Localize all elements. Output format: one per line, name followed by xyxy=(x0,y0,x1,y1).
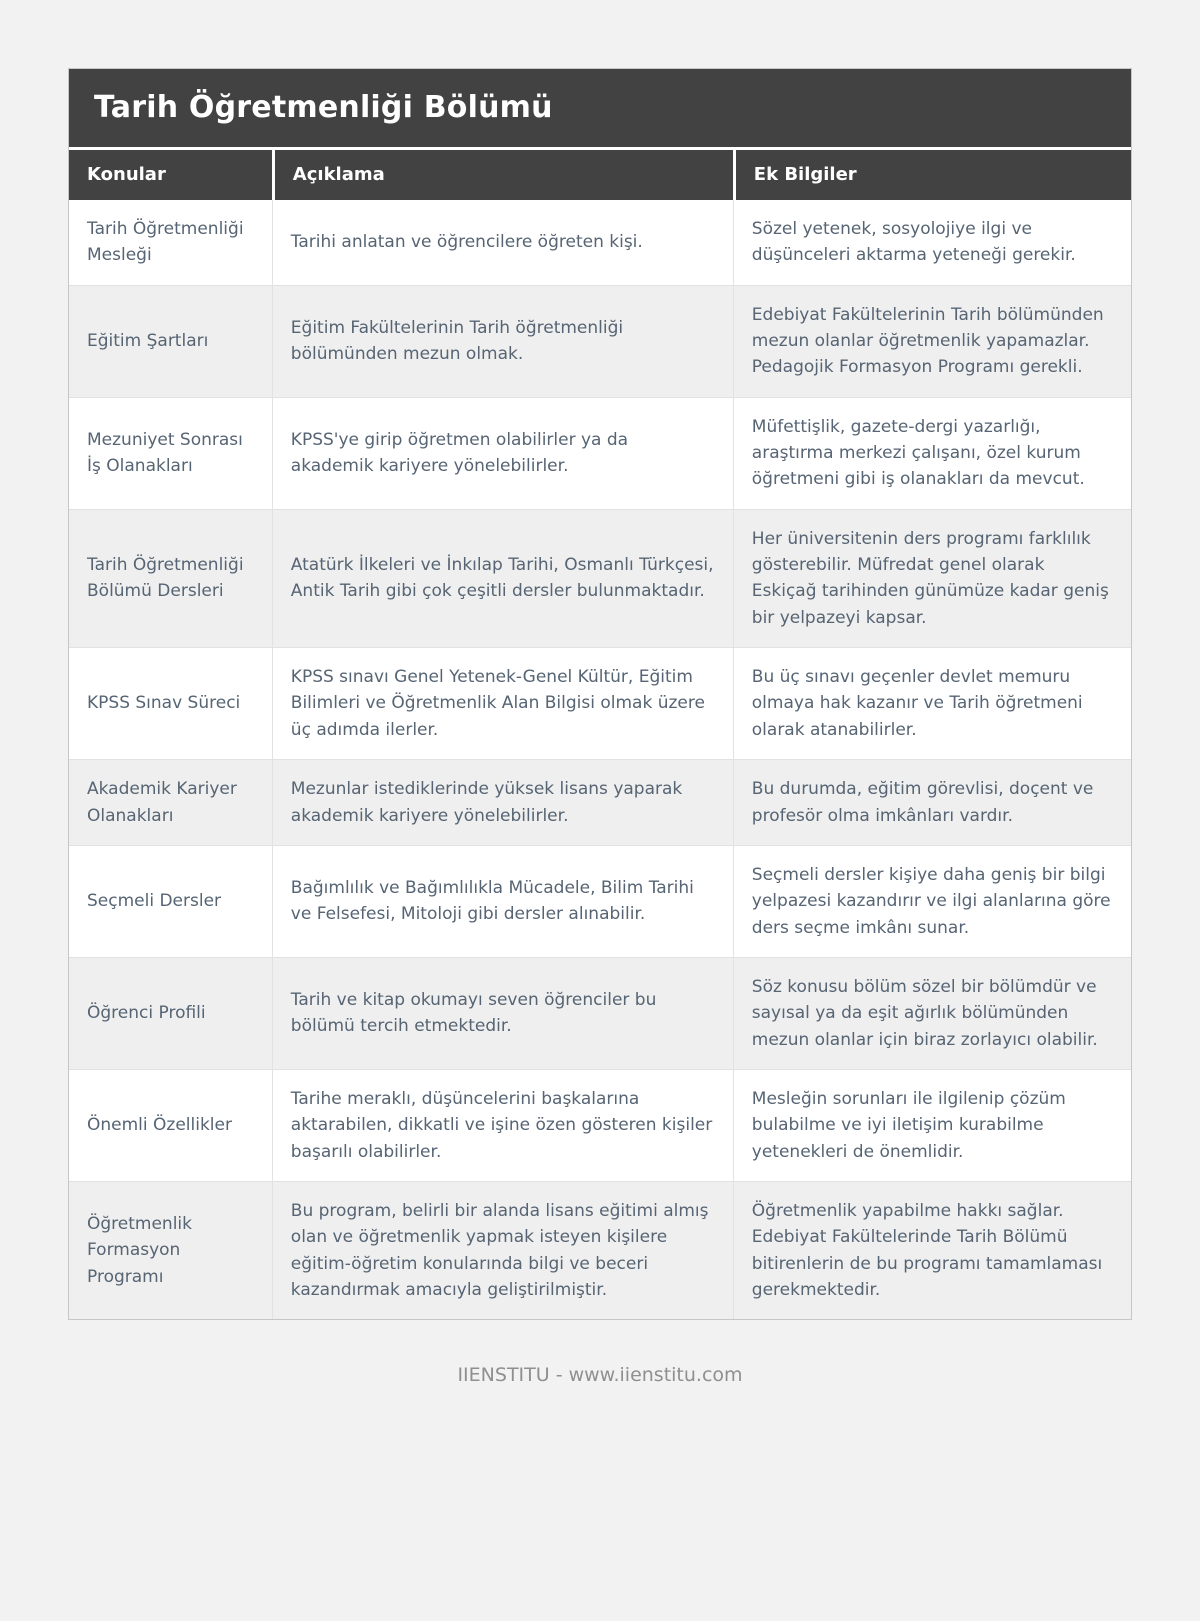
extra-cell: Mesleğin sorunları ile ilgilenip çözüm bulabilme ve iyi iletişim kurabilme yetenekleri de önemlidir. xyxy=(733,1070,1131,1182)
column-header-aciklama: Açıklama xyxy=(272,147,733,200)
table-row xyxy=(69,648,1131,760)
table-row xyxy=(69,1182,1131,1319)
topic-cell: Öğretmenlik Formasyon Programı xyxy=(69,1182,272,1319)
table-row xyxy=(69,200,1131,286)
table-row xyxy=(69,760,1131,846)
table-row xyxy=(69,398,1131,510)
extra-cell: Öğretmenlik yapabilme hakkı sağlar. Edebiyat Fakültelerinde Tarih Bölümü bitirenlerin de bu programı tamamlaması gerekmektedir. xyxy=(733,1182,1131,1319)
column-header-ekbilgiler: Ek Bilgiler xyxy=(733,147,1131,200)
topic-cell: Önemli Özellikler xyxy=(69,1070,272,1182)
page-title: Tarih Öğretmenliği Bölümü xyxy=(69,69,1131,147)
extra-cell: Bu durumda, eğitim görevlisi, doçent ve profesör olma imkânları vardır. xyxy=(733,760,1131,846)
column-header-row xyxy=(69,147,1131,200)
extra-cell: Her üniversitenin ders programı farklılık gösterebilir. Müfredat genel olarak Eskiçağ tarihinden günümüze kadar geniş bir yelpazeyi kapsar. xyxy=(733,510,1131,648)
description-cell: Atatürk İlkeleri ve İnkılap Tarihi, Osmanlı Türkçesi, Antik Tarih gibi çok çeşitli dersler bulunmaktadır. xyxy=(272,510,733,648)
table-row xyxy=(69,1070,1131,1182)
info-table-card xyxy=(68,68,1132,1320)
topic-cell: Tarih Öğretmenliği Bölümü Dersleri xyxy=(69,510,272,648)
topic-cell: Mezuniyet Sonrası İş Olanakları xyxy=(69,398,272,510)
description-cell: KPSS'ye girip öğretmen olabilirler ya da akademik kariyere yönelebilirler. xyxy=(272,398,733,510)
description-cell: KPSS sınavı Genel Yetenek-Genel Kültür, Eğitim Bilimleri ve Öğretmenlik Alan Bilgisi olmak üzere üç adımda ilerler. xyxy=(272,648,733,760)
info-table xyxy=(69,147,1131,1319)
description-cell: Eğitim Fakültelerinin Tarih öğretmenliği bölümünden mezun olmak. xyxy=(272,286,733,398)
topic-cell: Seçmeli Dersler xyxy=(69,846,272,958)
description-cell: Bağımlılık ve Bağımlılıkla Mücadele, Bilim Tarihi ve Felsefesi, Mitoloji gibi dersler alınabilir. xyxy=(272,846,733,958)
extra-cell: Edebiyat Fakültelerinin Tarih bölümünden mezun olanlar öğretmenlik yapamazlar. Pedagojik Formasyon Programı gerekli. xyxy=(733,286,1131,398)
description-cell: Bu program, belirli bir alanda lisans eğitimi almış olan ve öğretmenlik yapmak isteyen kişilere eğitim-öğretim konularında bilgi ve beceri kazandırmak amacıyla geliştirilmiştir. xyxy=(272,1182,733,1319)
description-cell: Tarih ve kitap okumayı seven öğrenciler bu bölümü tercih etmektedir. xyxy=(272,958,733,1070)
extra-cell: Söz konusu bölüm sözel bir bölümdür ve sayısal ya da eşit ağırlık bölümünden mezun olanlar için biraz zorlayıcı olabilir. xyxy=(733,958,1131,1070)
extra-cell: Sözel yetenek, sosyolojiye ilgi ve düşünceleri aktarma yeteneği gerekir. xyxy=(733,200,1131,286)
description-cell: Mezunlar istediklerinde yüksek lisans yaparak akademik kariyere yönelebilirler. xyxy=(272,760,733,846)
description-cell: Tarihe meraklı, düşüncelerini başkalarına aktarabilen, dikkatli ve işine özen gösteren kişiler başarılı olabilirler. xyxy=(272,1070,733,1182)
extra-cell: Seçmeli dersler kişiye daha geniş bir bilgi yelpazesi kazandırır ve ilgi alanlarına göre ders seçme imkânı sunar. xyxy=(733,846,1131,958)
footer-text: IIENSTITU - www.iienstitu.com xyxy=(457,1364,743,1387)
extra-cell: Müfettişlik, gazete-dergi yazarlığı, araştırma merkezi çalışanı, özel kurum öğretmeni gibi iş olanakları da mevcut. xyxy=(733,398,1131,510)
topic-cell: Eğitim Şartları xyxy=(69,286,272,398)
topic-cell: Öğrenci Profili xyxy=(69,958,272,1070)
topic-cell: Tarih Öğretmenliği Mesleği xyxy=(69,200,272,286)
table-row xyxy=(69,286,1131,398)
table-row xyxy=(69,510,1131,648)
table-row xyxy=(69,958,1131,1070)
table-row xyxy=(69,846,1131,958)
topic-cell: KPSS Sınav Süreci xyxy=(69,648,272,760)
extra-cell: Bu üç sınavı geçenler devlet memuru olmaya hak kazanır ve Tarih öğretmeni olarak atanabilirler. xyxy=(733,648,1131,760)
description-cell: Tarihi anlatan ve öğrencilere öğreten kişi. xyxy=(272,200,733,286)
topic-cell: Akademik Kariyer Olanakları xyxy=(69,760,272,846)
column-header-konular: Konular xyxy=(69,147,272,200)
